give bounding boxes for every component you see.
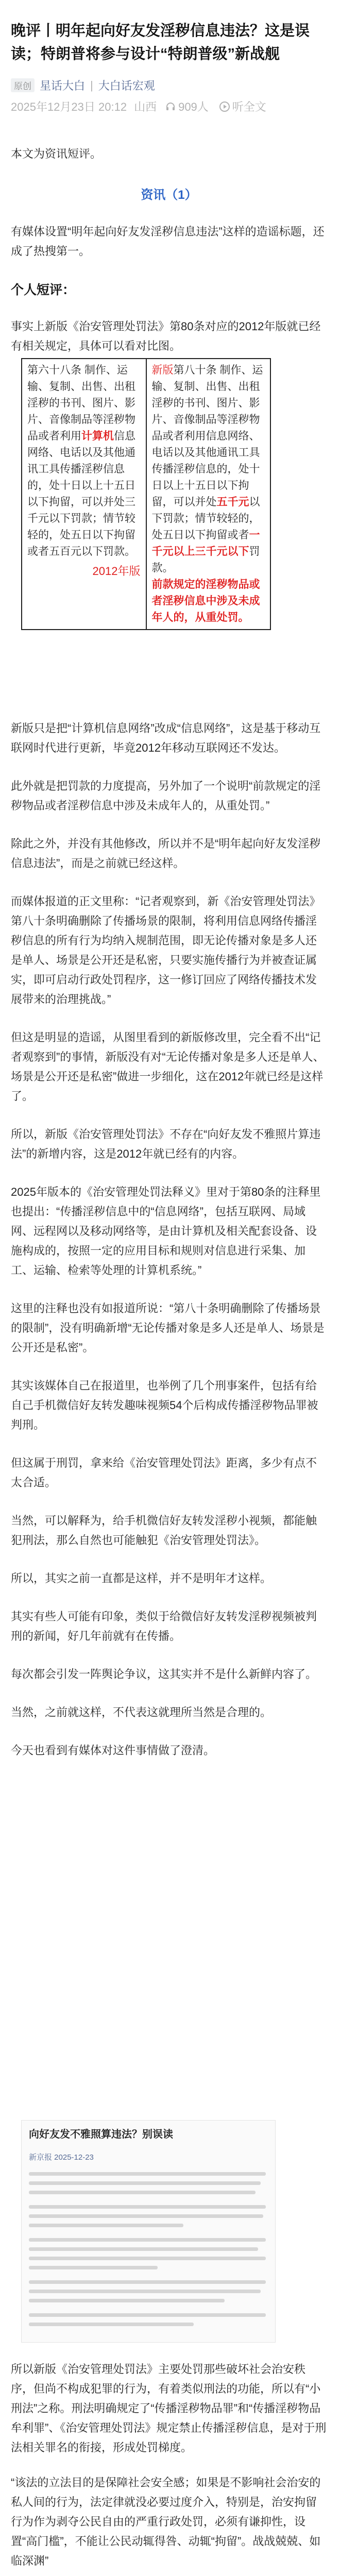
screenshot-text-line (29, 2280, 266, 2284)
paragraph: 所以新版《治安管理处罚法》主要处罚那些破坏社会治安秩序，但尚不构成犯罪的行为，有着类似刑法的功能，所以有“小刑法”之称。刑法明确规定了“传播淫秽物品罪”和“传播淫秽物品牟利罪”、《治安管理处罚法》规定禁止传播淫秽信息，是对于刑法相关罪名的衔接，形成处罚梯度。 (11, 2363, 327, 2454)
section-heading: 资讯（1） (141, 188, 197, 202)
paragraph: 除此之外，并没有其他修改，所以并不是“明年起向好友发淫秽信息违法”，而是之前就已经这样。 (11, 837, 321, 870)
screenshot-text-line (29, 2247, 258, 2251)
paragraph: 此外就是把罚款的力度提高，另外加了一个说明“前款规定的淫秽物品或者淫秽信息中涉及未成年人的，从重处罚。” (11, 779, 321, 812)
article-content (11, 0, 327, 2567)
old-law-highlight: 计算机 (81, 430, 114, 442)
meta-separator: | (90, 78, 93, 92)
paragraph: 事实上新版《治安管理处罚法》第80条对应的2012年版就已经有相关规定，具体可以看对比图。 (11, 320, 321, 352)
screenshot-text-line (29, 2224, 183, 2227)
listen-label[interactable]: 听全文 (232, 100, 266, 113)
paragraph: 当然，之前就这样，不代表这就理所当然是合理的。 (11, 1706, 272, 1719)
paragraph: 每次都会引发一阵舆论争议，这其实并不是什么新鲜内容了。 (11, 1668, 317, 1681)
news-screenshot-image (21, 2120, 276, 2343)
paragraph: 但这属于刑罚，拿来给《治安管理处罚法》距离，多少有点不太合适。 (11, 1456, 317, 1489)
publish-location: 山西 (134, 100, 157, 113)
commentary-heading: 个人短评： (11, 283, 76, 297)
old-law-cell: 第六十八条 制作、运输、复制、出售、出租淫秽的书刊、图片、影片、音像制品等淫秽物品或者利用计算机信息网络、电话以及其他通讯工具传播淫秽信息的，处十日以上十五日以下拘留，可以并处三千元以下罚款；情节较轻的，处五日以下拘留或者五百元以下罚款。 2012年版 (22, 359, 146, 630)
original-badge: 原创 (11, 78, 35, 92)
article-title: 晚评丨明年起向好友发淫秽信息违法？这是误读；特朗普将参与设计“特朗普级”新战舰 (11, 23, 310, 62)
screenshot-text-line (29, 2238, 266, 2242)
paragraph: 2025年版本的《治安管理处罚法释义》里对于第80条的注释里也提出：“传播淫秽信息中的“信息网络”，包括互联网、局域网、远程网以及移动网络等，是由计算机及相关配套设备、设施构成的，按照一定的应用目标和规则对信息进行采集、加工、运输、检索等处理的计算机系统。” (11, 1185, 321, 1277)
article-body (11, 144, 327, 356)
screenshot-source: 新京报 2025-12-23 (29, 2153, 94, 2162)
new-law-cell: 新版第八十条 制作、运输、复制、出售、出租淫秽的书刊、图片、影片、音像制品等淫秽物品或者利用信息网络、电话以及其他通讯工具传播淫秽信息的，处十日以上十五日以下拘留，可以并处五千元以下罚款；情节较轻的，处五日以下拘留或者一千元以上三千元以下罚款。 前款规定的淫秽物品或者淫秽信息中涉及未成年人的，从重处罚。 (146, 359, 271, 630)
paragraph: 当然，可以解释为，给手机微信好友转发淫秽小视频，都能触犯刑法，那么自然也可能触犯《治安管理处罚法》。 (11, 1514, 317, 1547)
view-count: 909人 (178, 100, 209, 113)
screenshot-text-line (29, 2191, 256, 2194)
screenshot-text-line (29, 2313, 266, 2317)
screenshot-text-line (29, 2214, 263, 2218)
account-name[interactable]: 大白话宏观 (98, 79, 155, 92)
paragraph: 这里的注释也没有如报道所说：“第八十条明确删除了传播场景的限制”，没有明确新增“无论传播对象是多人还是单人、场景是公开还是私密”。 (11, 1302, 325, 1354)
paragraph: 其实该媒体自己在报道里，也举例了几个刑事案件，包括有给自己手机微信好友转发趣味视频54个后构成传播淫秽物品罪被判刑。 (11, 1379, 318, 1431)
screenshot-text-line (29, 2266, 158, 2269)
article-body-continued (11, 719, 327, 1760)
article-meta (11, 77, 327, 93)
paragraph: 所以，其实之前一直都是这样，并不是明年才这样。 (11, 1572, 272, 1585)
author-name[interactable]: 星话大白 (40, 79, 86, 92)
screenshot-text-line (29, 2323, 194, 2326)
screenshot-text-line (29, 2172, 266, 2176)
new-law-label: 新版 (151, 364, 174, 376)
screenshot-text-line (29, 2205, 266, 2209)
law-comparison-table (21, 358, 271, 630)
paragraph: 新版只是把“计算机信息网络”改成“信息网络”，这是基于移动互联网时代进行更新，毕竟2012年移动互联网还不发达。 (11, 722, 321, 754)
old-law-year-label: 2012年版 (92, 565, 141, 578)
paragraph: 但这是明显的造谣，从图里看到的新版修改里，完全看不出“记者观察到”的事情，新版没有对“无论传播对象是多人还是单人、场景是公开还是私密”做进一步细化，这在2012年就已经是这样了。 (11, 1031, 325, 1103)
article-body-end (11, 2360, 327, 2571)
paragraph: 而媒体报道的正文里称：“记者观察到，新《治安管理处罚法》第八十条明确删除了传播场景的限制，将利用信息网络传播淫秽信息的所有行为均纳入规制范围，即无论传播对象是多人还是单人、场景是公开还是私密，只要实施传播行为并被查证属实，即可启动行政处罚程序，这一修订回应了网络传播技术发展带来的治理挑战。” (11, 895, 321, 1006)
article-meta-secondary (11, 98, 327, 114)
paragraph: 今天也看到有媒体对这件事情做了澄清。 (11, 1744, 215, 1757)
screenshot-title: 向好友发不雅照算违法？别误读 (29, 2129, 173, 2140)
paragraph: “该法的立法目的是保障社会安全感；如果是不影响社会治安的私人间的行为，法定律就没必要过度介入，特别是，治安拘留行为作为剥夺公民自由的严重行政处罚，必须有谦抑性，设置“高门槛”，不能让公民动辄得咎、动辄“拘留”。战战兢兢、如临深渊” (11, 2476, 321, 2567)
publish-date: 2025年12月23日 20:12 (11, 100, 127, 113)
listen-icon[interactable] (165, 101, 176, 112)
screenshot-text-line (29, 2290, 261, 2293)
paragraph: 所以，新版《治安管理处罚法》不存在“向好友发不雅照片算违法”的新增内容，这是2012年就已经有的内容。 (11, 1128, 321, 1160)
screenshot-text-line (29, 2257, 266, 2260)
headphones-icon[interactable] (219, 101, 230, 112)
new-law-minor-clause: 前款规定的淫秽物品或者淫秽信息中涉及未成年人的，从重处罚。 (151, 579, 260, 623)
screenshot-text-line (29, 2299, 225, 2302)
paragraph: 有媒体设置“明年起向好友发淫秽信息违法”这样的造谣标题，还成了热搜第一。 (11, 225, 325, 258)
paragraph: 本文为资讯短评。 (11, 147, 102, 160)
screenshot-text-line (29, 2181, 261, 2185)
paragraph: 其实有些人可能有印象，类似于给微信好友转发淫秽视频被判刑的新闻，好几年前就有在传播。 (11, 1610, 317, 1642)
